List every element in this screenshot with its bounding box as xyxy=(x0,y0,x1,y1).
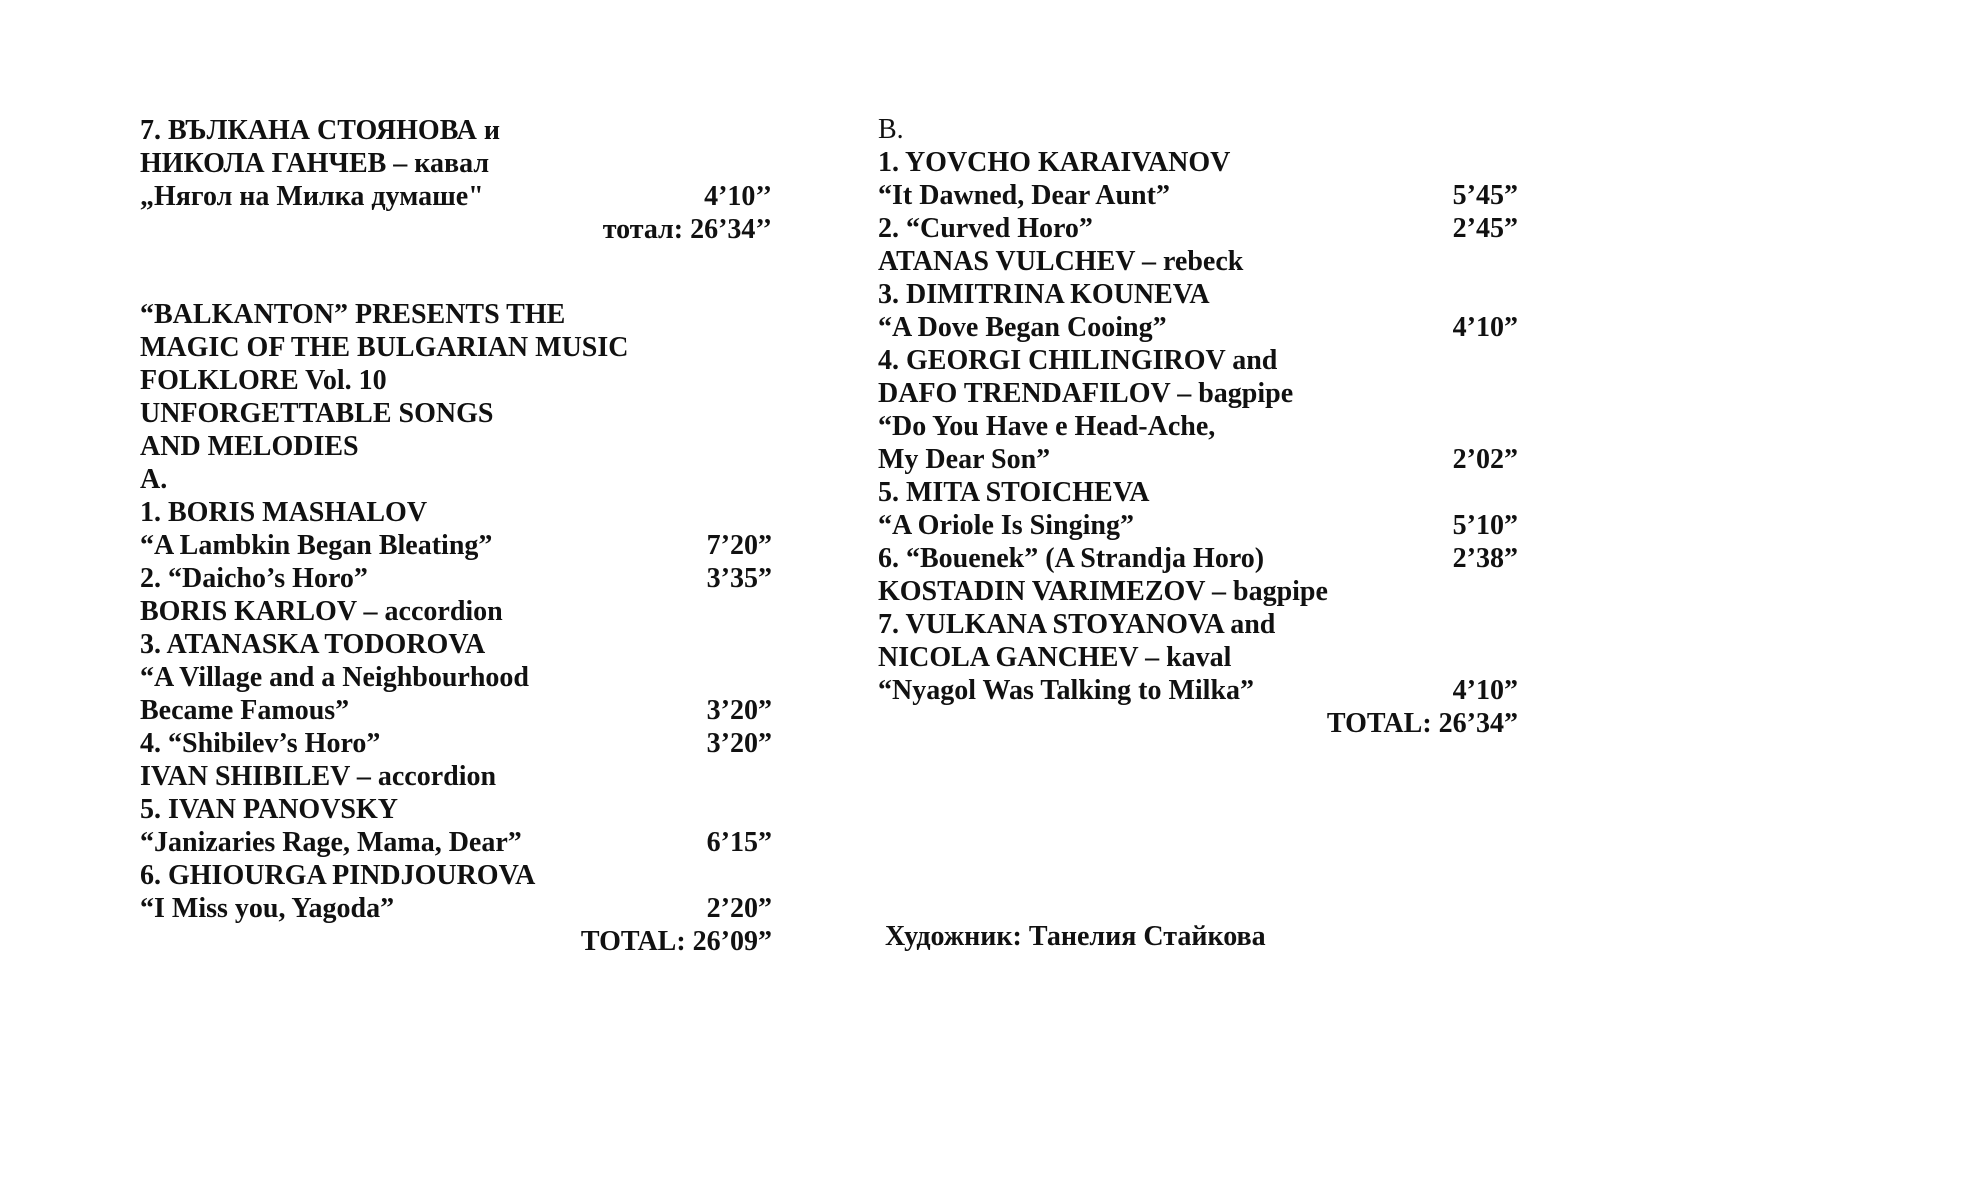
track-line xyxy=(878,641,1518,674)
track-text: „Нягол на Милка думаше" xyxy=(140,181,484,212)
track-text: AND MELODIES xyxy=(140,431,359,462)
track-text: BORIS KARLOV – accordion xyxy=(140,596,503,627)
track-line xyxy=(878,179,1518,212)
track-line xyxy=(140,397,772,430)
track-text: KOSTADIN VARIMEZOV – bagpipe xyxy=(878,576,1328,607)
track-text: 6. “Bouenek” (A Strandja Horo) xyxy=(878,543,1265,574)
track-line xyxy=(878,476,1518,509)
track-line xyxy=(140,496,772,529)
track-line xyxy=(878,278,1518,311)
track-duration: 2’45” xyxy=(1452,213,1518,244)
track-text: “Do You Have e Head-Ache, xyxy=(878,411,1216,442)
track-text: MAGIC OF THE BULGARIAN MUSIC xyxy=(140,332,629,363)
track-line xyxy=(140,180,772,213)
track-duration: 7’20” xyxy=(706,530,772,561)
track-line xyxy=(878,608,1518,641)
track-duration: 2’38” xyxy=(1452,543,1518,574)
track-line xyxy=(878,509,1518,542)
track-text: UNFORGETTABLE SONGS xyxy=(140,398,494,429)
total-duration: тотал: 26’34’’ xyxy=(602,214,772,245)
track-line xyxy=(140,628,772,661)
track-line xyxy=(140,760,772,793)
track-text: 7. ВЪЛКАНА СТОЯНОВА и xyxy=(140,115,500,146)
track-line xyxy=(878,674,1518,707)
track-text: A. xyxy=(140,464,168,495)
track-line xyxy=(140,826,772,859)
track-text: “Nyagol Was Talking to Milka” xyxy=(878,675,1255,706)
track-text: 5. IVAN PANOVSKY xyxy=(140,794,398,825)
total-line xyxy=(140,925,772,958)
track-duration: 4’10” xyxy=(1452,675,1518,706)
track-text: 5. MITA STOICHEVA xyxy=(878,477,1150,508)
total-duration: TOTAL: 26’09” xyxy=(580,926,772,957)
track-line xyxy=(878,377,1518,410)
track-line xyxy=(140,562,772,595)
track-line xyxy=(878,542,1518,575)
track-line xyxy=(140,859,772,892)
track-text: 6. GHIOURGA PINDJOUROVA xyxy=(140,860,536,891)
track-text: “Janizaries Rage, Mama, Dear” xyxy=(140,827,522,858)
track-line xyxy=(140,892,772,925)
track-line xyxy=(878,410,1518,443)
track-line xyxy=(140,529,772,562)
track-line xyxy=(140,298,772,331)
track-text: 2. “Daicho’s Horo” xyxy=(140,563,368,594)
track-duration: 4’10” xyxy=(1452,312,1518,343)
track-line xyxy=(878,113,1518,146)
track-line xyxy=(878,575,1518,608)
track-duration: 3’20” xyxy=(706,728,772,759)
track-text: “A Oriole Is Singing” xyxy=(878,510,1134,541)
track-text: NICOLA GANCHEV – kaval xyxy=(878,642,1232,673)
total-line xyxy=(878,707,1518,740)
track-line xyxy=(140,727,772,760)
side-a-continuation-block xyxy=(140,114,772,246)
track-text: IVAN SHIBILEV – accordion xyxy=(140,761,497,792)
track-line xyxy=(878,146,1518,179)
track-line xyxy=(140,331,772,364)
side-b-tracklist-block xyxy=(878,113,1518,740)
track-text: 1. BORIS MASHALOV xyxy=(140,497,428,528)
total-line xyxy=(140,213,772,246)
track-duration: 6’15” xyxy=(706,827,772,858)
track-line xyxy=(878,443,1518,476)
track-text: 4. GEORGI CHILINGIROV and xyxy=(878,345,1278,376)
artist-credit: Художник: Танелия Стайкова xyxy=(885,921,1266,952)
track-text: “BALKANTON” PRESENTS THE xyxy=(140,299,566,330)
track-text: DAFO TRENDAFILOV – bagpipe xyxy=(878,378,1294,409)
track-duration: 5’45” xyxy=(1452,180,1518,211)
track-line xyxy=(140,364,772,397)
track-line xyxy=(878,311,1518,344)
track-line xyxy=(140,463,772,496)
track-text: НИКОЛА ГАНЧЕВ – кавал xyxy=(140,148,490,179)
track-text: “I Miss you, Yagoda” xyxy=(140,893,395,924)
total-duration: TOTAL: 26’34” xyxy=(1326,708,1518,739)
track-text: “A Dove Began Cooing” xyxy=(878,312,1167,343)
track-line xyxy=(140,595,772,628)
track-line xyxy=(140,147,772,180)
track-duration: 3’35” xyxy=(706,563,772,594)
track-duration: 4’10’’ xyxy=(704,181,772,212)
track-text: “It Dawned, Dear Aunt” xyxy=(878,180,1170,211)
track-text: 4. “Shibilev’s Horo” xyxy=(140,728,381,759)
track-line xyxy=(140,114,772,147)
track-text: 3. DIMITRINA KOUNEVA xyxy=(878,279,1210,310)
track-line xyxy=(140,793,772,826)
track-duration: 2’02” xyxy=(1452,444,1518,475)
track-line xyxy=(878,344,1518,377)
track-duration: 5’10” xyxy=(1452,510,1518,541)
track-text: B. xyxy=(878,114,904,145)
track-line xyxy=(878,245,1518,278)
track-line xyxy=(878,212,1518,245)
track-duration: 3’20” xyxy=(706,695,772,726)
side-a-tracklist-block xyxy=(140,298,772,958)
track-duration: 2’20” xyxy=(706,893,772,924)
track-text: 3. ATANASKA TODOROVA xyxy=(140,629,486,660)
track-text: “A Village and a Neighbourhood xyxy=(140,662,529,693)
track-text: 1. YOVCHO KARAIVANOV xyxy=(878,147,1231,178)
track-text: FOLKLORE Vol. 10 xyxy=(140,365,387,396)
track-text: “A Lambkin Began Bleating” xyxy=(140,530,493,561)
track-text: Became Famous” xyxy=(140,695,350,726)
track-text: ATANAS VULCHEV – rebeck xyxy=(878,246,1244,277)
track-line xyxy=(140,430,772,463)
track-text: My Dear Son” xyxy=(878,444,1051,475)
track-line xyxy=(140,694,772,727)
track-text: 7. VULKANA STOYANOVA and xyxy=(878,609,1276,640)
track-text: 2. “Curved Horo” xyxy=(878,213,1093,244)
track-line xyxy=(140,661,772,694)
